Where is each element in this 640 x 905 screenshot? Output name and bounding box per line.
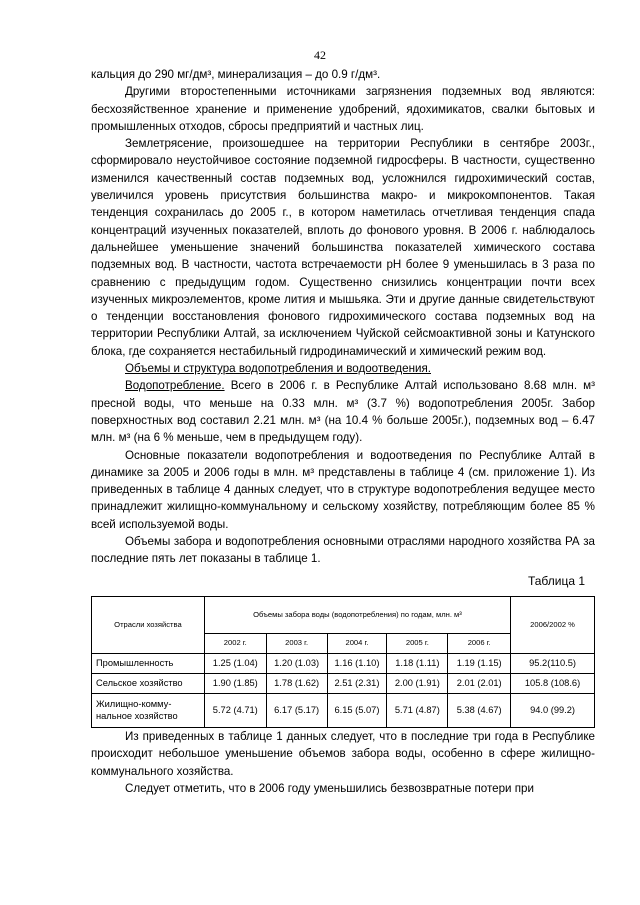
table-caption: Таблица 1 xyxy=(527,573,585,588)
table-row xyxy=(92,693,595,727)
water-intake-table xyxy=(91,596,595,728)
paragraph-conclusion: Из приведенных в таблице 1 данных следует, что в последние три года в Республике происходит небольшое уменьшение объемов забора воды, особенно в сфере жилищно-коммунального хозяйства. xyxy=(91,729,595,778)
paragraph-earthquake: Землетрясение, произошедшее на территории Республики в сентябре 2003г., сформировало неустойчивое состояние подземной гидросферы. В частности, существенно изменился качественный состав подземных вод, усложнился гидрохимический состав, увеличился уровень присутствия большинства макро- и микрокомпонентов. Такая тенденция сохранилась до 2005 г., в котором наметилась отчетливая тенденция спада концентраций изученных показателей, вплоть до фонового уровня. В 2006 г. наблюдалось дальнейшее уменьшение значений большинства показателей химического состава подземных вод. В частности, частота встречаемости pH более 9 уменьшилась в 3 раза по сравнению с предыдущим годом. Существенно снизились концентрации почти всех изученных микроэлементов, кроме лития и мышьяка. Эти и другие данные свидетельствуют о тенденции восстановления фонового гидрохимического состава подземных вод на территории Республики Алтай, за исключением Чуйской сейсмоактивной зоны и Катунского блока, где сохраняется нестабильный гидродинамический и химический режим вод. xyxy=(91,137,595,358)
table-cell: 1.18 (1.11) xyxy=(387,653,448,673)
water-consumption-lead: Водопотребление. xyxy=(125,379,225,393)
row-label: Сельское хозяйство xyxy=(92,673,205,693)
table-cell: 1.90 (1.85) xyxy=(204,673,266,693)
row-label: Промышленность xyxy=(92,653,205,673)
table-row xyxy=(92,653,595,673)
table-cell: 1.16 (1.10) xyxy=(327,653,387,673)
row-label: Жилищно-комму-нальное хозяйство xyxy=(92,693,205,727)
table-cell: 5.38 (4.67) xyxy=(448,693,511,727)
table-cell-ratio: 105.8 (108.6) xyxy=(511,673,595,693)
table-cell: 2.00 (1.91) xyxy=(387,673,448,693)
document-body xyxy=(91,66,595,797)
section-heading: Объемы и структура водопотребления и водоотведения. xyxy=(125,362,431,376)
table-cell: 6.15 (5.07) xyxy=(327,693,387,727)
table-cell: 5.71 (4.87) xyxy=(387,693,448,727)
header-year: 2002 г. xyxy=(204,633,266,653)
paragraph-indicators: Основные показатели водопотребления и водоотведения по Республике Алтай в динамике за 2005 и 2006 годы в млн. м³ представлены в таблице 4 (см. приложение 1). Из приведенных в таблице 4 данных следует, что в структуре водопотребления ведущее место принадлежит жилищно-коммунальному и сельскому хозяйству, потребляющим более 85 % всей используемой воды. xyxy=(91,448,595,531)
paragraph-calcium: кальция до 290 мг/дм³, минерализация – до 0.9 г/дм³. xyxy=(91,68,381,81)
water-consumption-text: Всего в 2006 г. в Республике Алтай использовано 8.68 млн. м³ пресной воды, что меньше на 0.33 млн. м³ (3.7 %) водопотребления 2005г. Забор поверхностных вод составил 2.21 млн. м³ (на 10.4 % больше 2005г.), подземных вод – 6.47 млн. м³ (на 6 % меньше, чем в предыдущем году). xyxy=(91,379,595,445)
header-ratio: 2006/2002 % xyxy=(511,596,595,653)
header-year: 2003 г. xyxy=(266,633,327,653)
paragraph-pollution-sources: Другими второстепенными источниками загрязнения подземных вод являются: бесхозяйственное хранение и применение удобрений, ядохимикатов, свалки бытовых и промышленных отходов, сбросы предприятий и частных лиц. xyxy=(91,85,595,133)
header-year: 2006 г. xyxy=(448,633,511,653)
header-year: 2005 г. xyxy=(387,633,448,653)
table-cell-ratio: 94.0 (99.2) xyxy=(511,693,595,727)
table-cell: 6.17 (5.17) xyxy=(266,693,327,727)
header-volumes: Объемы забора воды (водопотребления) по годам, млн. м³ xyxy=(204,596,510,633)
header-year: 2004 г. xyxy=(327,633,387,653)
table-cell-ratio: 95.2(110.5) xyxy=(511,653,595,673)
table-cell: 1.78 (1.62) xyxy=(266,673,327,693)
table-cell: 1.25 (1.04) xyxy=(204,653,266,673)
paragraph-table-intro: Объемы забора и водопотребления основными отраслями народного хозяйства РА за последние пять лет показаны в таблице 1. xyxy=(91,535,595,566)
table-cell: 1.20 (1.03) xyxy=(266,653,327,673)
page-number: 42 xyxy=(314,48,326,62)
table-cell: 2.51 (2.31) xyxy=(327,673,387,693)
paragraph-losses: Следует отметить, что в 2006 году уменьшились безвозвратные потери при xyxy=(125,781,534,795)
table-cell: 2.01 (2.01) xyxy=(448,673,511,693)
paragraph-water-consumption xyxy=(91,377,595,446)
table-row xyxy=(92,673,595,693)
table-cell: 1.19 (1.15) xyxy=(448,653,511,673)
table-cell: 5.72 (4.71) xyxy=(204,693,266,727)
header-sector: Отрасли хозяйства xyxy=(92,596,205,653)
